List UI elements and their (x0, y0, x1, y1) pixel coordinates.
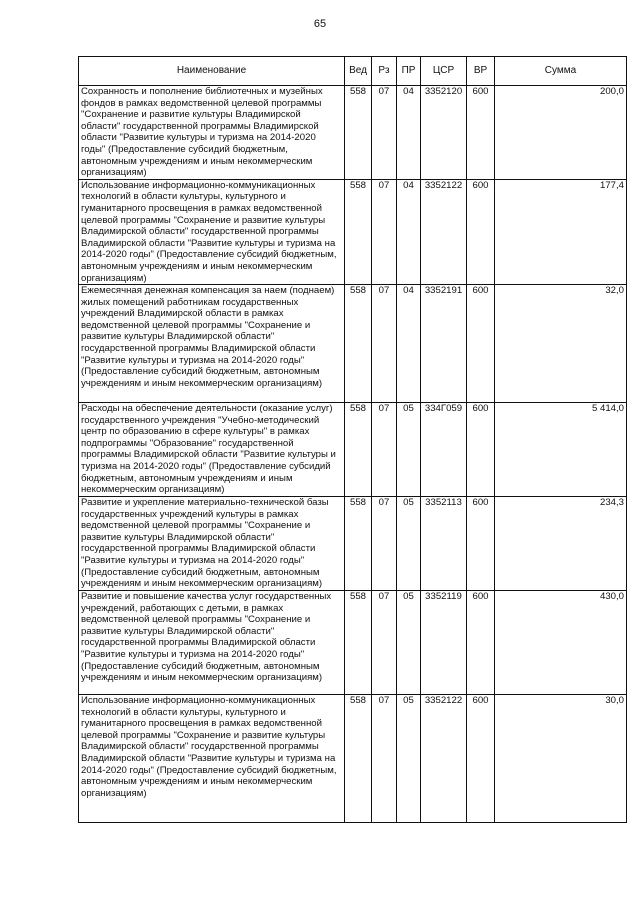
row-ved: 558 (345, 591, 372, 695)
row-pr: 05 (397, 497, 421, 591)
row-pr: 04 (397, 285, 421, 403)
table-row (79, 591, 627, 695)
header-pr: ПР (397, 57, 421, 86)
row-ved: 558 (345, 695, 372, 823)
page-number: 65 (313, 18, 327, 30)
row-vr: 600 (467, 591, 495, 695)
row-csr: 3352191 (421, 285, 467, 403)
row-rz: 07 (372, 403, 397, 497)
row-csr: 3352120 (421, 86, 467, 180)
table-row (79, 695, 627, 823)
row-pr: 05 (397, 591, 421, 695)
row-name: Ежемесячная денежная компенсация за наем (поднаем) жилых помещений работникам государственных учреждений Владимирской области в рамках ведомственной целевой программы "Сохранение и развитие культуры Владимирской области" государственной программы Владимирской области "Развитие культуры и туризма на 2014-2020 годы" (Предоставление субсидий бюджетным, автономным учреждениям и иным некоммерческим организациям) (79, 285, 345, 403)
row-csr: 3352122 (421, 695, 467, 823)
row-csr: 3352122 (421, 179, 467, 284)
table-row (79, 403, 627, 497)
row-ved: 558 (345, 403, 372, 497)
table-row (79, 497, 627, 591)
table-row (79, 179, 627, 284)
row-rz: 07 (372, 591, 397, 695)
header-name: Наименование (79, 57, 345, 86)
row-sum: 32,0 (495, 285, 627, 403)
row-ved: 558 (345, 285, 372, 403)
row-sum: 430,0 (495, 591, 627, 695)
row-sum: 30,0 (495, 695, 627, 823)
row-ved: 558 (345, 179, 372, 284)
row-csr: 3352119 (421, 591, 467, 695)
row-name: Развитие и укрепление материально-технической базы государственных учреждений культуры в рамках ведомственной целевой программы "Сохранение и развитие культуры Владимирской области" государственной программы Владимирской области "Развитие культуры и туризма на 2014-2020 годы" (Предоставление субсидий бюджетным, автономным учреждениям и иным некоммерческим организациям) (79, 497, 345, 591)
row-vr: 600 (467, 179, 495, 284)
table-row (79, 86, 627, 180)
header-ved: Вед (345, 57, 372, 86)
row-name: Сохранность и пополнение библиотечных и музейных фондов в рамках ведомственной целевой программы "Сохранение и развитие культуры Владимирской области" государственной программы Владимирской области "Развитие культуры и туризма на 2014-2020 годы" (Предоставление субсидий бюджетным, автономным учреждениям и иным некоммерческим организациям) (79, 86, 345, 180)
row-ved: 558 (345, 86, 372, 180)
row-pr: 04 (397, 179, 421, 284)
row-vr: 600 (467, 403, 495, 497)
table-row (79, 285, 627, 403)
row-pr: 04 (397, 86, 421, 180)
header-vr: ВР (467, 57, 495, 86)
row-csr: 334Г059 (421, 403, 467, 497)
row-rz: 07 (372, 285, 397, 403)
row-rz: 07 (372, 86, 397, 180)
row-rz: 07 (372, 179, 397, 284)
row-name: Использование информационно-коммуникационных технологий в области культуры, культурного и гуманитарного просвещения в рамках ведомственной целевой программы "Сохранение и развитие культуры Владимирской области" государственной программы Владимирской области "Развитие культуры и туризма на 2014-2020 годы" (Предоставление субсидий бюджетным, автономным учреждениям и иным некоммерческим организациям) (79, 179, 345, 284)
row-sum: 234,3 (495, 497, 627, 591)
row-sum: 177,4 (495, 179, 627, 284)
row-name: Развитие и повышение качества услуг государственных учреждений, работающих с детьми, в рамках ведомственной целевой программы "Сохранение и развитие культуры Владимирской области" государственной программы Владимирской области "Развитие культуры и туризма на 2014-2020 годы" (Предоставление субсидий бюджетным, автономным учреждениям и иным некоммерческим организациям) (79, 591, 345, 695)
row-vr: 600 (467, 497, 495, 591)
header-sum: Сумма (495, 57, 627, 86)
budget-table (78, 56, 627, 823)
row-rz: 07 (372, 497, 397, 591)
row-csr: 3352113 (421, 497, 467, 591)
row-sum: 5 414,0 (495, 403, 627, 497)
header-rz: Рз (372, 57, 397, 86)
table-header-row (79, 57, 627, 86)
row-vr: 600 (467, 285, 495, 403)
row-pr: 05 (397, 403, 421, 497)
row-name: Использование информационно-коммуникационных технологий в области культуры, культурного и гуманитарного просвещения в рамках ведомственной целевой программы "Сохранение и развитие культуры Владимирской области" государственной программы Владимирской области "Развитие культуры и туризма на 2014-2020 годы" (Предоставление субсидий бюджетным, автономным учреждениям и иным некоммерческим организациям) (79, 695, 345, 823)
row-name: Расходы на обеспечение деятельности (оказание услуг) государственного учреждения "Учебно-методический центр по образованию в сфере культуры" в рамках подпрограммы "Образование" государственной программы Владимирской области "Развитие культуры и туризма на 2014-2020 годы" (Предоставление субсидий бюджетным, автономным учреждениям и иным некоммерческим организациям) (79, 403, 345, 497)
row-rz: 07 (372, 695, 397, 823)
header-csr: ЦСР (421, 57, 467, 86)
row-ved: 558 (345, 497, 372, 591)
row-vr: 600 (467, 86, 495, 180)
row-sum: 200,0 (495, 86, 627, 180)
row-pr: 05 (397, 695, 421, 823)
row-vr: 600 (467, 695, 495, 823)
